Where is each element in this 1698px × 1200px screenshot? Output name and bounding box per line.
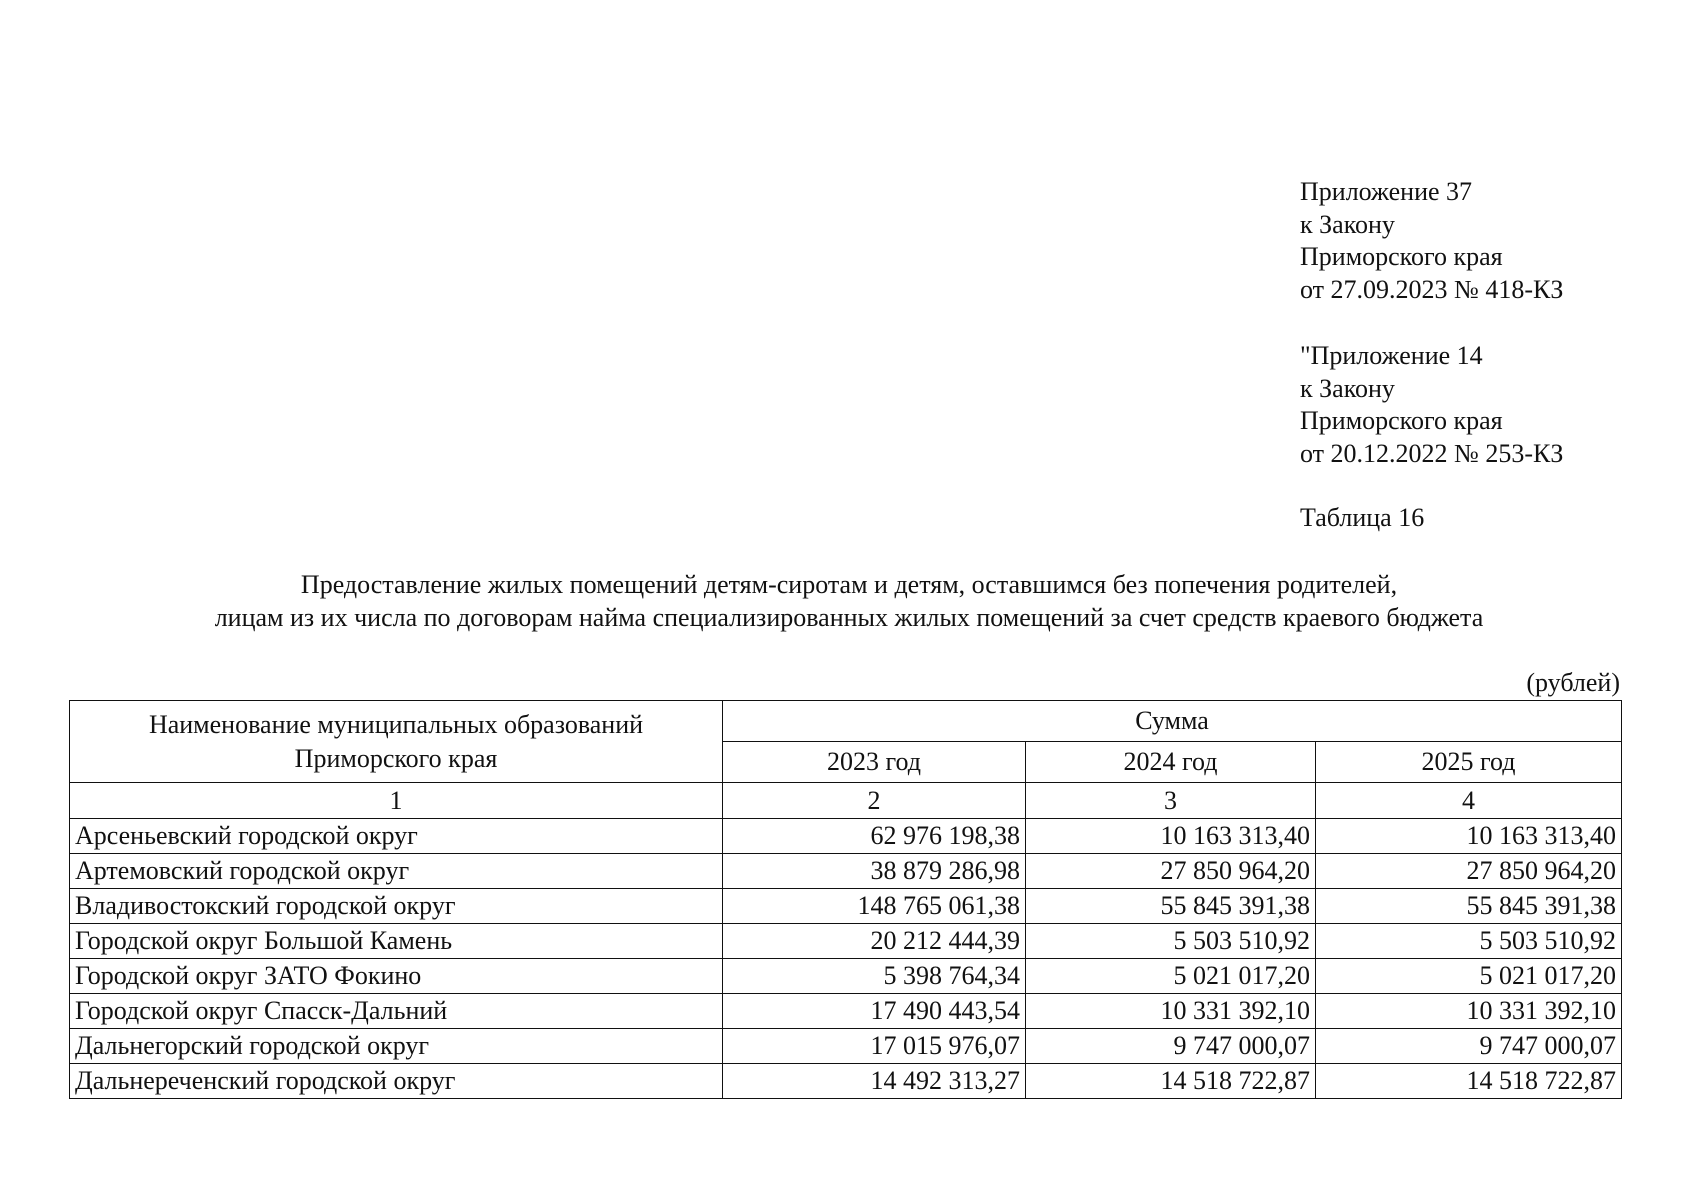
amount-2024: 14 518 722,87 — [1026, 1064, 1316, 1099]
amount-2025: 5 021 017,20 — [1316, 959, 1622, 994]
column-number: 2 — [723, 783, 1026, 819]
header-year-2025: 2025 год — [1316, 742, 1622, 783]
column-number: 4 — [1316, 783, 1622, 819]
municipality-name: Дальнегорский городской округ — [70, 1029, 723, 1064]
amount-2024: 5 021 017,20 — [1026, 959, 1316, 994]
municipality-name: Городской округ ЗАТО Фокино — [70, 959, 723, 994]
amount-2025: 5 503 510,92 — [1316, 924, 1622, 959]
appendix-line: к Закону — [1300, 209, 1395, 239]
appendix-37-reference — [1300, 176, 1563, 306]
column-number: 1 — [70, 783, 723, 819]
table-header-row — [70, 701, 1622, 742]
amount-2025: 9 747 000,07 — [1316, 1029, 1622, 1064]
amount-2023: 14 492 313,27 — [723, 1064, 1026, 1099]
table-body — [70, 819, 1622, 1099]
document-title-line-1: Предоставление жилых помещений детям-сиротам и детям, оставшимся без попечения родителей, — [300, 570, 1398, 599]
amount-2023: 17 490 443,54 — [723, 994, 1026, 1029]
amount-2023: 148 765 061,38 — [723, 889, 1026, 924]
appendix-line: Приморского края — [1300, 406, 1503, 435]
table-row — [70, 924, 1622, 959]
municipality-name: Артемовский городской округ — [70, 854, 723, 889]
document-title — [0, 568, 1698, 634]
table-row — [70, 994, 1622, 1029]
amount-2023: 17 015 976,07 — [723, 1029, 1026, 1064]
unit-label: (рублей) — [1526, 668, 1620, 697]
municipality-name: Городской округ Спасск-Дальний — [70, 994, 723, 1029]
amount-2023: 62 976 198,38 — [723, 819, 1026, 854]
appendix-line: "Приложение 14 — [1300, 341, 1483, 370]
appendix-line: к Закону — [1300, 373, 1395, 403]
table-row — [70, 854, 1622, 889]
appendix-line: от 27.09.2023 № 418-КЗ — [1300, 274, 1564, 304]
municipality-name: Владивостокский городской округ — [70, 889, 723, 924]
municipality-name: Городской округ Большой Камень — [70, 924, 723, 959]
header-year-2024: 2024 год — [1026, 742, 1316, 783]
table-row — [70, 889, 1622, 924]
municipality-name: Арсеньевский городской округ — [70, 819, 723, 854]
municipality-name: Дальнереченский городской округ — [70, 1064, 723, 1099]
funding-table — [69, 700, 1622, 1099]
amount-2023: 5 398 764,34 — [723, 959, 1026, 994]
table-row — [70, 819, 1622, 854]
column-number-row — [70, 783, 1622, 819]
appendix-line: от 20.12.2022 № 253-КЗ — [1300, 438, 1564, 468]
header-municipality: Наименование муниципальных образований Приморского края — [70, 701, 723, 783]
amount-2025: 55 845 391,38 — [1316, 889, 1622, 924]
header-sum-group: Сумма — [723, 701, 1622, 742]
appendix-line: Приморского края — [1300, 242, 1503, 271]
amount-2024: 5 503 510,92 — [1026, 924, 1316, 959]
table-row — [70, 1064, 1622, 1099]
amount-2025: 14 518 722,87 — [1316, 1064, 1622, 1099]
amount-2023: 20 212 444,39 — [723, 924, 1026, 959]
amount-2025: 10 163 313,40 — [1316, 819, 1622, 854]
table-number: Таблица 16 — [1300, 503, 1425, 532]
amount-2024: 9 747 000,07 — [1026, 1029, 1316, 1064]
document-title-line-2: лицам из их числа по договорам найма специализированных жилых помещений за счет средств краевого бюджета — [214, 603, 1484, 632]
appendix-14-reference — [1300, 340, 1563, 470]
header-year-2023: 2023 год — [723, 742, 1026, 783]
table-row — [70, 1029, 1622, 1064]
amount-2024: 10 331 392,10 — [1026, 994, 1316, 1029]
amount-2025: 27 850 964,20 — [1316, 854, 1622, 889]
amount-2024: 10 163 313,40 — [1026, 819, 1316, 854]
amount-2024: 55 845 391,38 — [1026, 889, 1316, 924]
table-row — [70, 959, 1622, 994]
column-number: 3 — [1026, 783, 1316, 819]
amount-2025: 10 331 392,10 — [1316, 994, 1622, 1029]
appendix-line: Приложение 37 — [1300, 177, 1473, 206]
amount-2023: 38 879 286,98 — [723, 854, 1026, 889]
amount-2024: 27 850 964,20 — [1026, 854, 1316, 889]
